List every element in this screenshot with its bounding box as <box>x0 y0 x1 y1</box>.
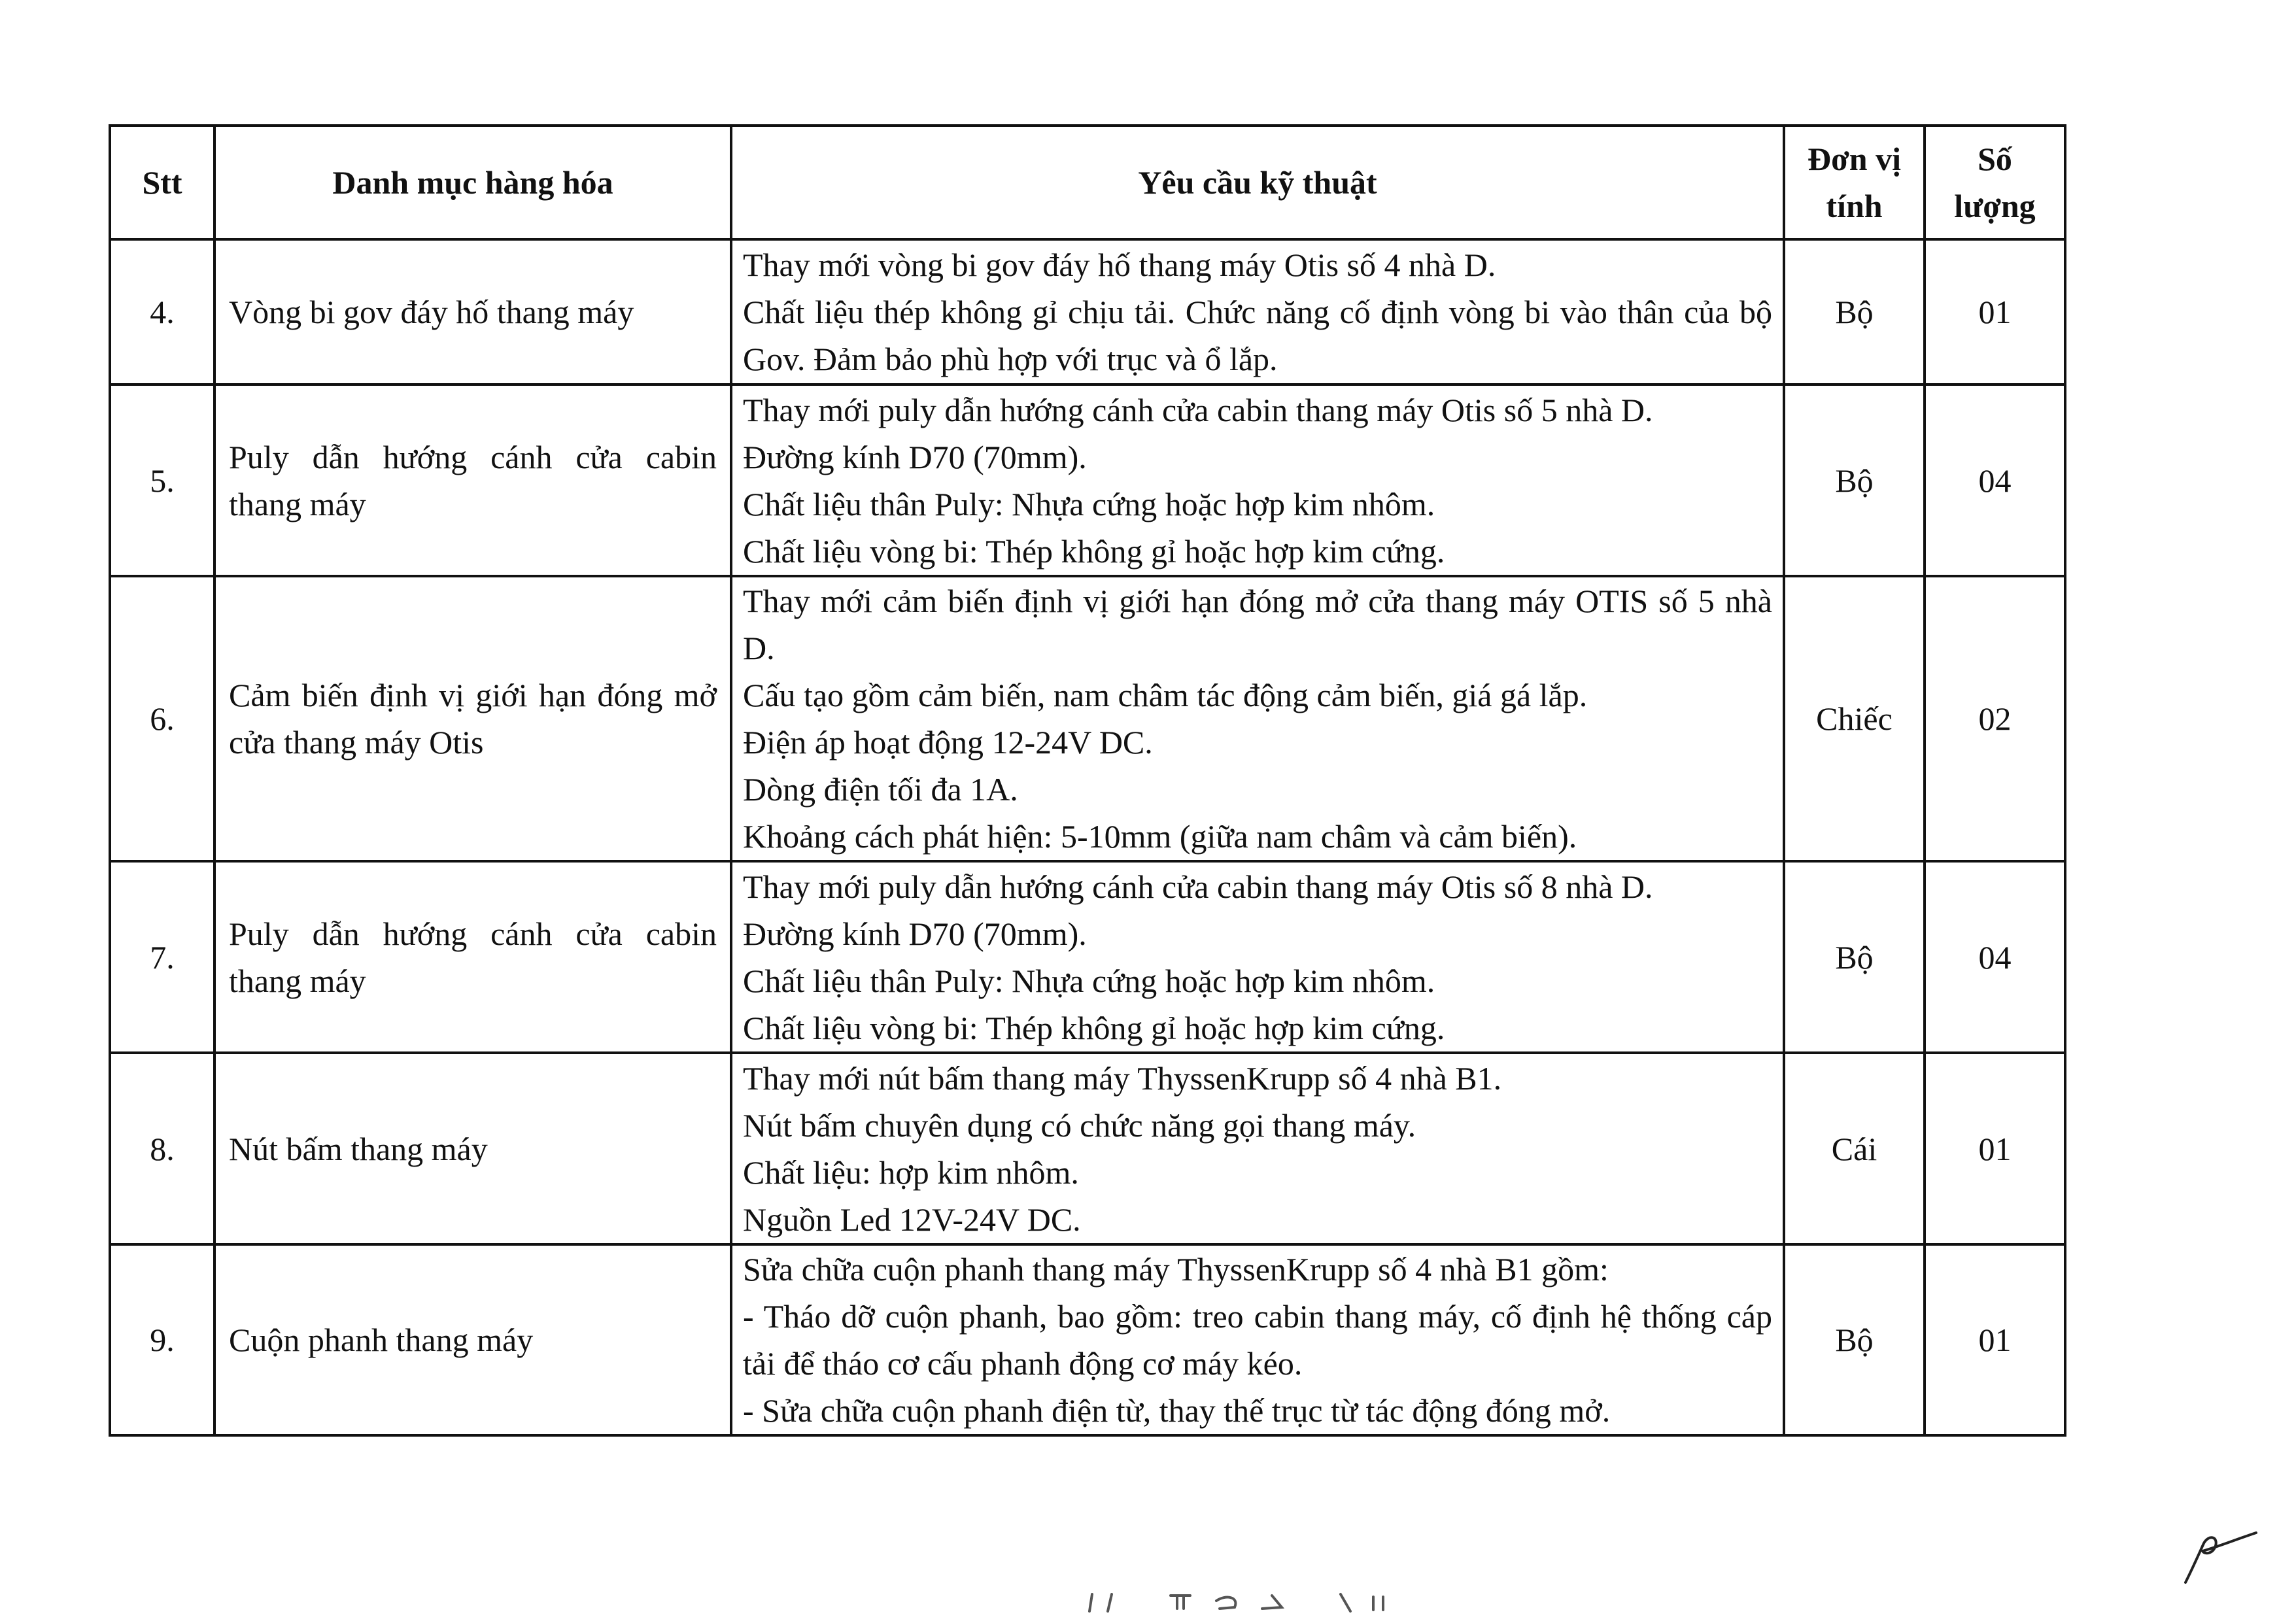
row-unit: Bộ <box>1784 384 1925 576</box>
header-item-label: Danh mục hàng hóa <box>332 164 613 201</box>
header-qty-label-line2: lượng <box>1954 188 2036 224</box>
specification-table <box>109 124 2066 1437</box>
table-row <box>110 239 2065 384</box>
row-stt: 5. <box>110 384 214 576</box>
spec-line: Thay mới vòng bi gov đáy hố thang máy Otis số 4 nhà D. <box>743 247 1496 283</box>
spec-line: Khoảng cách phát hiện: 5-10mm (giữa nam châm và cảm biến). <box>743 818 1577 855</box>
table-row <box>110 1053 2065 1244</box>
spec-line: Nguồn Led 12V-24V DC. <box>743 1201 1081 1238</box>
row-item-name: Cảm biến định vị giới hạn đóng mở cửa thang máy Otis <box>214 576 731 861</box>
row-unit: Bộ <box>1784 239 1925 384</box>
row-qty: 04 <box>1925 861 2065 1053</box>
spec-line: - Sửa chữa cuộn phanh điện từ, thay thế trục từ tác động đóng mở. <box>743 1392 1611 1429</box>
spec-line: Thay mới cảm biến định vị giới hạn đóng mở cửa thang máy OTIS số 5 nhà D. <box>743 583 1772 666</box>
row-qty: 01 <box>1925 1053 2065 1244</box>
spec-line: Điện áp hoạt động 12-24V DC. <box>743 724 1153 760</box>
row-stt: 7. <box>110 861 214 1053</box>
row-qty: 02 <box>1925 576 2065 861</box>
row-item-name: Nút bấm thang máy <box>214 1053 731 1244</box>
row-unit: Bộ <box>1784 861 1925 1053</box>
table-row <box>110 384 2065 576</box>
spec-line: Dòng điện tối đa 1A. <box>743 771 1018 808</box>
row-unit: Chiếc <box>1784 576 1925 861</box>
row-spec <box>731 861 1784 1053</box>
spec-line: Đường kính D70 (70mm). <box>743 438 1087 475</box>
spec-line: Chất liệu vòng bi: Thép không gỉ hoặc hợp kim cứng. <box>743 1009 1445 1046</box>
spec-line: Thay mới puly dẫn hướng cánh cửa cabin thang máy Otis số 8 nhà D. <box>743 868 1653 905</box>
table-row <box>110 1244 2065 1435</box>
row-stt: 9. <box>110 1244 214 1435</box>
header-qty <box>1925 126 2065 239</box>
row-stt: 8. <box>110 1053 214 1244</box>
row-stt: 6. <box>110 576 214 861</box>
spec-line: Cấu tạo gồm cảm biến, nam châm tác động cảm biến, giá gá lắp. <box>743 677 1588 713</box>
row-item-name: Vòng bi gov đáy hố thang máy <box>214 239 731 384</box>
spec-line: Chất liệu: hợp kim nhôm. <box>743 1153 1079 1191</box>
row-unit: Cái <box>1784 1053 1925 1244</box>
header-stt-label: Stt <box>142 164 182 201</box>
row-stt: 4. <box>110 239 214 384</box>
spec-line: Thay mới puly dẫn hướng cánh cửa cabin thang máy Otis số 5 nhà D. <box>743 391 1653 428</box>
header-item <box>214 126 731 239</box>
handwritten-initial <box>2178 1517 2263 1589</box>
header-qty-label-line1: Số <box>1978 141 2012 177</box>
spec-line: Chất liệu thân Puly: Nhựa cứng hoặc hợp kim nhôm. <box>743 962 1435 999</box>
row-item-name: Cuộn phanh thang máy <box>214 1244 731 1435</box>
header-spec-label: Yêu cầu kỹ thuật <box>1138 164 1377 201</box>
table-header-row <box>110 126 2065 239</box>
row-spec <box>731 384 1784 576</box>
header-unit <box>1784 126 1925 239</box>
spec-line: Chất liệu thép không gỉ chịu tải. Chức năng cố định vòng bi vào thân của bộ Gov. Đảm bảo phù hợp với trục và ổ lắp. <box>743 294 1772 377</box>
row-qty: 04 <box>1925 384 2065 576</box>
row-item-name: Puly dẫn hướng cánh cửa cabin thang máy <box>214 861 731 1053</box>
spec-line: - Tháo dỡ cuộn phanh, bao gồm: treo cabin thang máy, cố định hệ thống cáp tải để tháo cơ cấu phanh động cơ máy kéo. <box>743 1298 1772 1382</box>
row-spec <box>731 576 1784 861</box>
spec-line: Chất liệu vòng bi: Thép không gỉ hoặc hợp kim cứng. <box>743 532 1445 570</box>
row-spec <box>731 1244 1784 1435</box>
header-spec <box>731 126 1784 239</box>
row-spec <box>731 239 1784 384</box>
row-qty: 01 <box>1925 1244 2065 1435</box>
header-unit-label-line1: Đơn vị <box>1808 141 1901 177</box>
header-stt <box>110 126 214 239</box>
table-row <box>110 861 2065 1053</box>
row-item-name: Puly dẫn hướng cánh cửa cabin thang máy <box>214 384 731 576</box>
table-row <box>110 576 2065 861</box>
row-spec <box>731 1053 1784 1244</box>
row-unit: Bộ <box>1784 1244 1925 1435</box>
row-qty: 01 <box>1925 239 2065 384</box>
spec-line: Nút bấm chuyên dụng có chức năng gọi thang máy. <box>743 1106 1416 1144</box>
spec-line: Thay mới nút bấm thang máy ThyssenKrupp số 4 nhà B1. <box>743 1059 1502 1097</box>
spec-line: Chất liệu thân Puly: Nhựa cứng hoặc hợp kim nhôm. <box>743 485 1435 522</box>
spec-line: Sửa chữa cuộn phanh thang máy ThyssenKrupp số 4 nhà B1 gồm: <box>743 1251 1609 1288</box>
scan-noise-marks <box>1086 1589 1393 1615</box>
spec-line: Đường kính D70 (70mm). <box>743 915 1087 952</box>
header-unit-label-line2: tính <box>1826 188 1883 224</box>
